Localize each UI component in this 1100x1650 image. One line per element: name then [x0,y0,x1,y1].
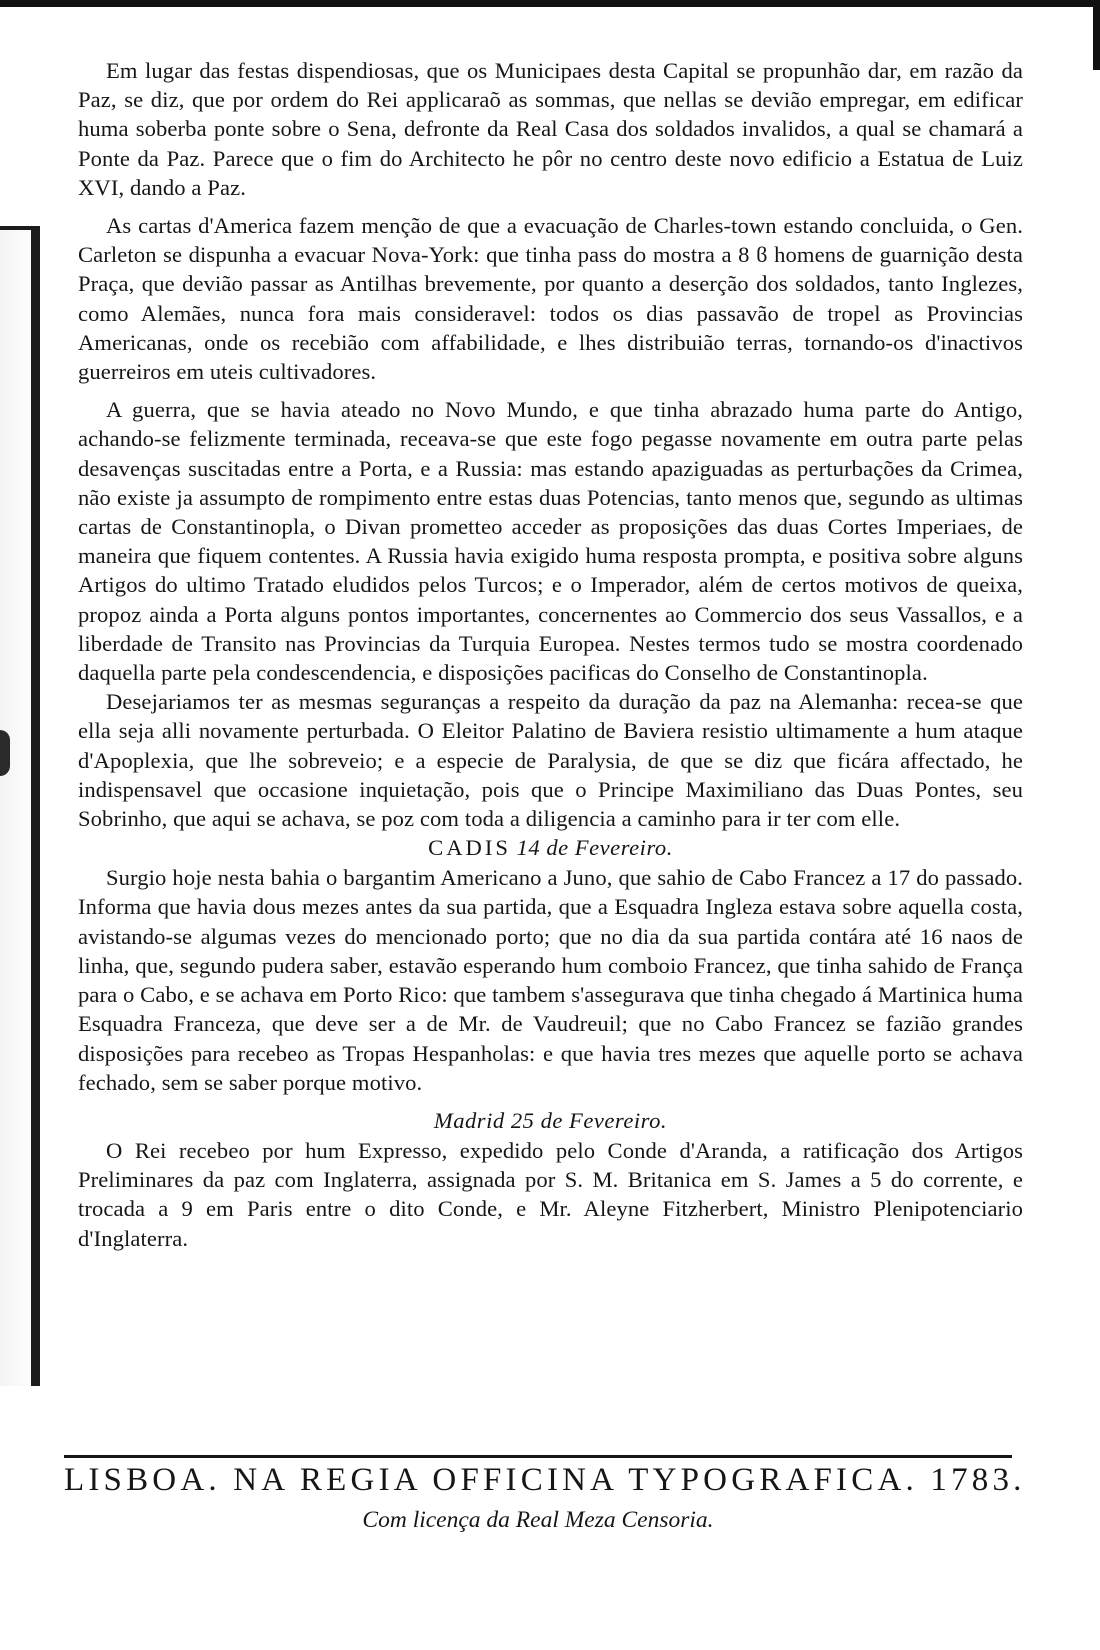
footer-rule [64,1455,1012,1458]
cadis-paragraph: Surgio hoje nesta bahia o bargantim Americano a Juno, que sahio de Cabo Francez a 17 do passado. Informa que havia dous mezes antes da sua partida, que a Esquadra Ingleza estava sobre aquella costa, avistando-se algumas vezes do mencionado porto; que no dia da sua partida contára até 16 naos de linha, que, segundo pudera saber, estavão esperando hum comboio Francez, que tinha sahido de França para o Cabo, e se achava em Porto Rico: que tambem s'assegurava que tinha chegado á Martinica huma Esquadra Franceza, que deve ser a de Mr. de Vaudreuil; que no Cabo Francez se fazião grandes disposições para recebeo as Tropas Hespanholas: e que havia tres mezes que aquelle porto se achava fechado, sem se saber porque motivo. [78,865,1023,1095]
article-column [78,56,1023,1253]
binding-mark [0,730,10,776]
page-right-edge [1093,0,1100,70]
paris-paragraph-1: Em lugar das festas dispendiosas, que os Municipaes desta Capital se propunhão dar, em razão da Paz, se diz, que por ordem do Rei applicaraõ as sommas, que nellas se devião empregar, em edificar huma soberba ponte sobre o Sena, defronte da Real Casa dos soldados invalidos, a qual se chamará a Ponte da Paz. Parece que o fim do Architecto he pôr no centro deste novo edificio a Estatua de Luiz XVI, dando a Paz. [78,58,1023,200]
paris-paragraph-4: Desejariamos ter as mesmas seguranças a respeito da duração da paz na Alemanha: recea-se que ella seja alli novamente perturbada. O Eleitor Palatino de Baviera resistio ultimamente a hum ataque d'Apoplexia, que lhe sobreveio; e a especie de Paralysia, de que se diz que ficára affectado, he indispensavel que occasione inquietação, pois que o Principe Maximiliano das Duas Pontes, seu Sobrinho, que aqui se achava, se poz com toda a diligencia a caminho para ir ter com elle. [78,689,1023,832]
madrid-dateline [78,1106,1023,1136]
printer-imprint: LISBOA. NA REGIA OFFICINA TYPOGRAFICA. 1783. [64,1462,1026,1498]
paris-paragraph-3: A guerra, que se havia ateado no Novo Mundo, e que tinha abrazado huma parte do Antigo, achando-se felizmente terminada, receava-se que este fogo pegasse novamente em outra parte pelas desavenças suscitadas entre a Porta, e a Russia: mas estando apaziguadas as perturbações da Crimea, não existe ja assumpto de rompimento entre estas duas Potencias, tanto menos que, segundo as ultimas cartas de Constantinopla, o Divan prometteo acceder as proposições das duas Cortes Imperiaes, de maneira que fiquem contentes. A Russia havia exigido huma resposta prompta, e positiva sobre alguns Artigos do ultimo Tratado eludidos pelos Turcos; e o Imperador, além de certos motivos de queixa, propoz ainda a Porta alguns pontos importantes, concernentes ao Commercio dos seus Vassallos, e a liberdade de Transito nas Provincias da Turquia Europea. Nestes termos tudo se mostra coordenado daquella parte pela condescendencia, e disposições pacificas do Conselho de Constantinopla. [78,397,1023,686]
censor-license: Com licença da Real Meza Censoria. [362,1507,714,1533]
madrid-paragraph: O Rei recebeo por hum Expresso, expedido pelo Conde d'Aranda, a ratificação dos Artigos Preliminares da paz com Inglaterra, assignada por S. M. Britanica em S. James a 5 do corrente, e trocada a 9 em Paris entre o dito Conde, e Mr. Aleyne Fitzherbert, Ministro Plenipotenciario d'Inglaterra. [78,1137,1023,1251]
madrid-dateline-text: Madrid 25 de Fevereiro. [433,1107,668,1133]
cadis-dateline-place: CADIS [428,835,511,861]
binding-frame [0,226,40,1386]
paris-paragraph-2: As cartas d'America fazem menção de que a evacuação de Charles-town estando concluida, o Gen. Carleton se dispunha a evacuar Nova-York: que tinha pass do mostra a 8 ϐ homens de guarnição desta Praça, que devião passar as Antilhas brevemente, por quanto a deserção dos soldados, tanto Inglezes, como Alemães, nunca fora mais consideravel: todos os dias passavão de tropel as Provincias Americanas, onde os recebião com affabilidade, e lhes distribuião terras, tornando-os d'inactivos guerreiros em uteis cultivadores. [78,213,1023,385]
cadis-dateline [78,833,1023,863]
page-top-edge [0,0,1100,7]
cadis-dateline-date: 14 de Fevereiro. [516,835,673,861]
